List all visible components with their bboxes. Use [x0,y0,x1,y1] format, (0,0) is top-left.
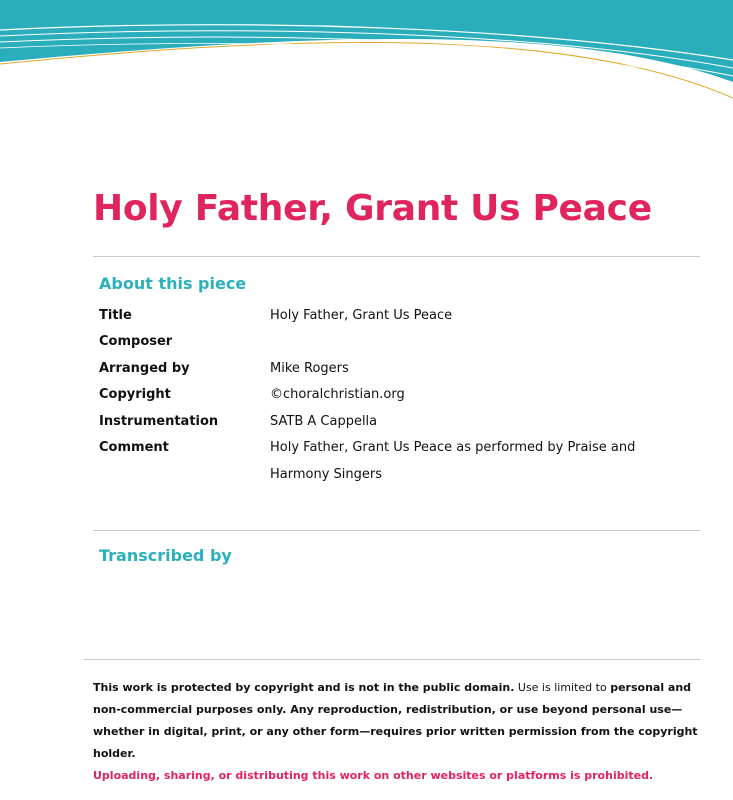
instrumentation-value: SATB A Cappella [270,414,378,429]
comment-value: Holy Father, Grant Us Peace as performed by Praise and Harmony Singers [270,440,636,482]
notice-terms: personal and non-commercial purposes only. Any reproduction, redistribution, or use beyond personal use—whether in digital, print, or any other form—requires prior written permission from the copyright holder. [93,681,698,760]
instrumentation-label: Instrumentation [99,414,219,429]
title-value: Holy Father, Grant Us Peace [270,308,453,323]
page-title: Holy Father, Grant Us Peace [93,188,652,229]
notice-protected: This work is protected by copyright and is not in the public domain. [93,681,515,694]
notice-prohibited-warning: Uploading, sharing, or distributing this work on other websites or platforms is prohibited. [93,769,654,782]
transcribed-heading: Transcribed by [99,546,232,565]
about-heading: About this piece [99,274,247,293]
divider-bottom [84,659,700,660]
comment-label: Comment [99,440,169,455]
title-label: Title [99,308,132,323]
header-wave-banner [0,0,733,110]
divider-middle [93,530,700,531]
copyright-value: ©choralchristian.org [270,387,405,402]
notice-use-limited: Use is limited to [514,681,611,694]
arranged-by-label: Arranged by [99,361,190,376]
arranged-by-value: Mike Rogers [270,361,349,376]
composer-label: Composer [99,334,173,349]
banner-fill [0,0,733,82]
copyright-label: Copyright [99,387,171,402]
copyright-notice [93,677,698,787]
divider-top [93,256,700,257]
